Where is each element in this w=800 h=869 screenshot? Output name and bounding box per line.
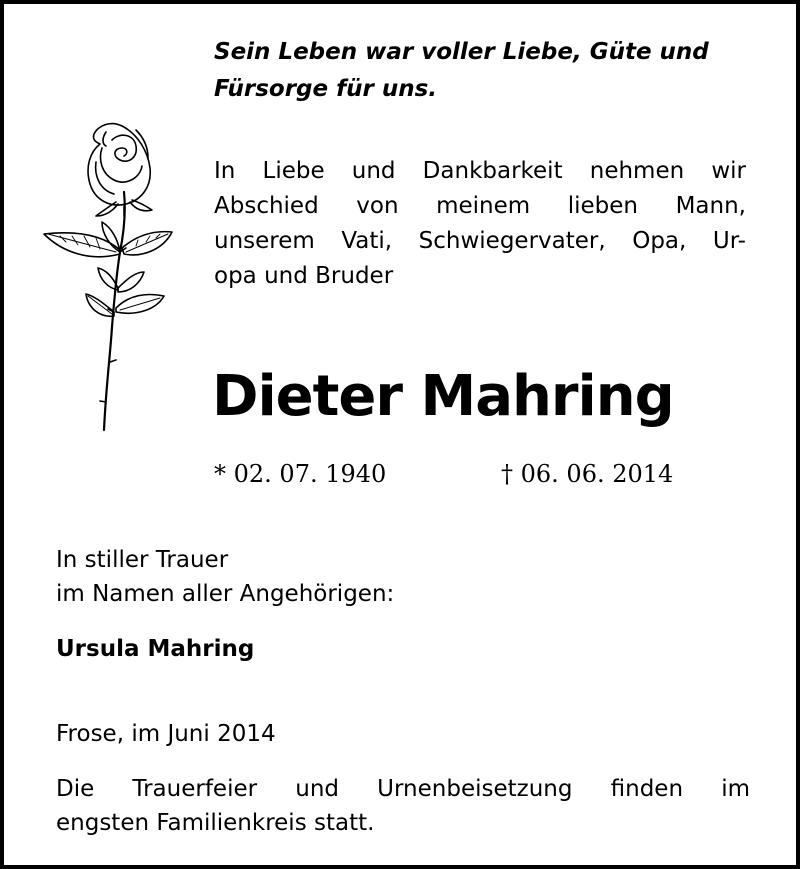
intro-line-4: opa und Bruder [214,263,394,289]
motto-quote [214,34,774,108]
signer-name: Ursula Mahring [56,636,255,662]
mourning-text [56,543,394,611]
funeral-line-2: engsten Familienkreis statt. [56,810,375,836]
death-date: † 06. 06. 2014 [501,460,674,488]
place-date: Frose, im Juni 2014 [56,721,276,747]
funeral-line-1: Die Trauerfeier und Urnenbeisetzung finden im [56,776,750,802]
funeral-notice [56,772,750,840]
mourning-line-2: im Namen aller Angehörigen: [56,581,395,607]
intro-line-2: Abschied von meinem lieben Mann, [214,193,746,219]
motto-line-1: Sein Leben war voller Liebe, Güte und [214,39,709,65]
birth-date: * 02. 07. 1940 [214,460,387,488]
intro-line-1: In Liebe und Dankbarkeit nehmen wir [214,158,746,184]
intro-text [214,154,746,294]
mourning-line-1: In stiller Trauer [56,547,229,573]
motto-line-2: Fürsorge für uns. [214,76,438,102]
deceased-name: Dieter Mahring [212,364,674,429]
rose-icon [40,112,180,434]
intro-line-3: unserem Vati, Schwiegervater, Opa, Ur- [214,228,746,254]
